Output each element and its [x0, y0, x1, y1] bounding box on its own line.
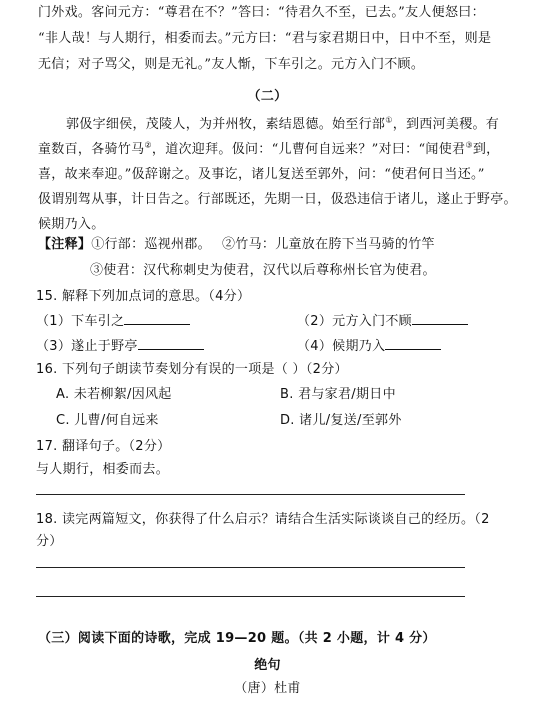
- note-1: ①行部：巡视州郡。: [91, 237, 211, 252]
- q15-item-4: （4）候期乃入: [297, 339, 386, 354]
- q15-answer-blank-2[interactable]: [412, 313, 468, 325]
- note-2: ②竹马：儿童放在胯下当马骑的竹竿: [222, 237, 435, 252]
- notes-label: 【注释】: [38, 237, 92, 252]
- footnote-marker: ③: [465, 140, 473, 150]
- q18-answer-line-2[interactable]: [36, 596, 465, 597]
- q17-sentence: 与人期行，相委而去。: [36, 462, 170, 477]
- q15-col2: [297, 338, 441, 356]
- q15-answer-blank-4[interactable]: [385, 338, 441, 350]
- poem-author: （唐）杜甫: [234, 681, 301, 696]
- passage1-line-3: 无信；对子骂父，则是无礼。”友人惭，下车引之。元方入门不顾。: [38, 57, 425, 72]
- q15-row-2: [36, 338, 513, 356]
- q16-option-c[interactable]: C. 儿曹/何自远来: [56, 413, 159, 428]
- footnote-marker: ②: [144, 140, 152, 150]
- section3-title: （三）阅读下面的诗歌，完成 19—20 题。（共 2 小题，计 4 分）: [38, 631, 436, 646]
- q18-answer-line-1[interactable]: [36, 567, 465, 568]
- q18-stem: 18. 读完两篇短文，你获得了什么启示？请结合生活实际谈谈自己的经历。（2: [36, 512, 490, 527]
- passage2-text: 到，: [472, 142, 500, 157]
- passage2-text: 郭伋字细侯，茂陵人，为并州牧，素结恩德。始至行部: [66, 117, 386, 132]
- passage2-text: 童数百，各骑竹马: [38, 142, 145, 157]
- passage2-text: ，到西河美稷。有: [392, 117, 500, 132]
- passage2-text: ，道次迎拜。伋问：“儿曹何自远来？”对曰：“闻使君: [151, 142, 466, 157]
- q15-item-2: （2）元方入门不顾: [297, 314, 412, 329]
- q17-stem: 17. 翻译句子。（2分）: [36, 439, 171, 454]
- q15-answer-blank-1[interactable]: [124, 313, 190, 325]
- note-3: ③使君：汉代称刺史为使君，汉代以后尊称州长官为使君。: [90, 263, 436, 278]
- passage1-line-1: 门外戏。客问元方：“尊君在不？”答曰：“待君久不至，已去。”友人便怒曰：: [38, 5, 485, 20]
- q16-option-d[interactable]: D. 诸儿/复送/至郭外: [280, 413, 402, 428]
- q16-stem: 16. 下列句子朗读节奏划分有误的一项是（ ）（2分）: [36, 362, 348, 377]
- q15-answer-blank-3[interactable]: [138, 338, 204, 350]
- q18-stem-cont: 分）: [36, 534, 63, 549]
- poem-title: 绝句: [254, 658, 281, 673]
- passage2-line-3: 喜，故来奉迎。”伋辞谢之。及事讫，诸儿复送至郭外，问：“使君何日当还。”: [38, 167, 485, 182]
- footnote-marker: ①: [385, 115, 393, 125]
- q16-option-b[interactable]: B. 君与家君/期日中: [280, 387, 396, 402]
- q15-col2: [297, 313, 468, 331]
- passage2-line-5: 候期乃入。: [38, 217, 105, 232]
- q16-row-1: [56, 386, 513, 404]
- q15-stem: 15. 解释下列加点词的意思。（4分）: [36, 289, 251, 304]
- q15-item-1: （1）下车引之: [36, 314, 125, 329]
- notes-line-1: [38, 236, 513, 254]
- q15-row-1: [36, 313, 513, 331]
- passage2-line-2: [38, 141, 513, 159]
- passage2-line-4: 伋谓别驾从事，计日告之。行部既还，先期一日，伋恐违信于诸儿，遂止于野亭。: [38, 192, 517, 207]
- q16-option-a[interactable]: A. 未若柳絮/因风起: [56, 387, 172, 402]
- q16-row-2: [56, 412, 513, 430]
- passage2-line-1: [66, 116, 513, 134]
- passage1-line-2: “非人哉！与人期行，相委而去。”元方曰：“君与家君期日中，日中不至，则是: [38, 31, 492, 46]
- section2-title: （二）: [247, 89, 288, 104]
- q17-answer-line[interactable]: [36, 494, 465, 495]
- q15-item-3: （3）遂止于野亭: [36, 339, 138, 354]
